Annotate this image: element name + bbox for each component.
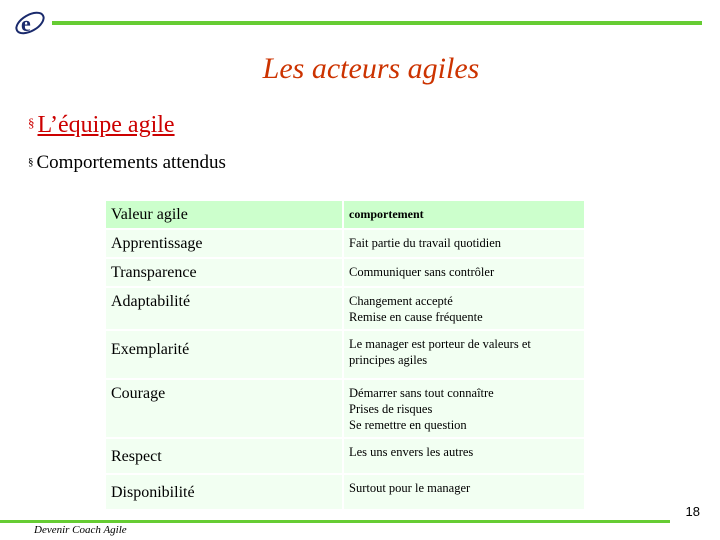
sub-heading <box>28 152 226 174</box>
table-row <box>106 439 584 473</box>
bottom-accent-line <box>0 520 670 523</box>
svg-text:e: e <box>21 11 31 36</box>
table-row <box>106 475 584 509</box>
top-accent-line <box>52 21 702 25</box>
behavior-cell: Les uns envers les autres <box>344 439 584 473</box>
slide-title: Les acteurs agiles <box>262 52 480 85</box>
value-cell: Transparence <box>106 259 342 286</box>
logo-icon <box>10 6 50 40</box>
sub-bullet: § <box>28 156 34 168</box>
table-row <box>106 288 584 329</box>
value-cell: Courage <box>106 380 342 437</box>
footer-text: Devenir Coach Agile <box>34 524 127 536</box>
behavior-cell: Démarrer sans tout connaître Prises de risques Se remettre en question <box>344 380 584 437</box>
table-header-row <box>106 201 584 228</box>
behavior-cell: Changement accepté Remise en cause fréquente <box>344 288 584 329</box>
table-row <box>106 259 584 286</box>
table-row <box>106 380 584 437</box>
table-row <box>106 331 584 378</box>
header-cell-behavior: comportement <box>344 201 584 228</box>
value-cell: Respect <box>106 439 342 473</box>
table-row <box>106 230 584 257</box>
value-cell: Apprentissage <box>106 230 342 257</box>
section-bullet: § <box>28 115 35 130</box>
value-cell: Adaptabilité <box>106 288 342 329</box>
values-table <box>104 199 586 511</box>
behavior-cell: Le manager est porteur de valeurs et principes agiles <box>344 331 584 378</box>
page-number: 18 <box>685 504 700 519</box>
sub-heading-text: Comportements attendus <box>36 152 226 173</box>
section-heading <box>28 112 175 139</box>
behavior-cell: Communiquer sans contrôler <box>344 259 584 286</box>
value-cell: Exemplarité <box>106 331 342 378</box>
header-cell-value: Valeur agile <box>106 201 342 228</box>
value-cell: Disponibilité <box>106 475 342 509</box>
section-heading-text: L’équipe agile <box>37 112 175 138</box>
behavior-cell: Fait partie du travail quotidien <box>344 230 584 257</box>
behavior-cell: Surtout pour le manager <box>344 475 584 509</box>
